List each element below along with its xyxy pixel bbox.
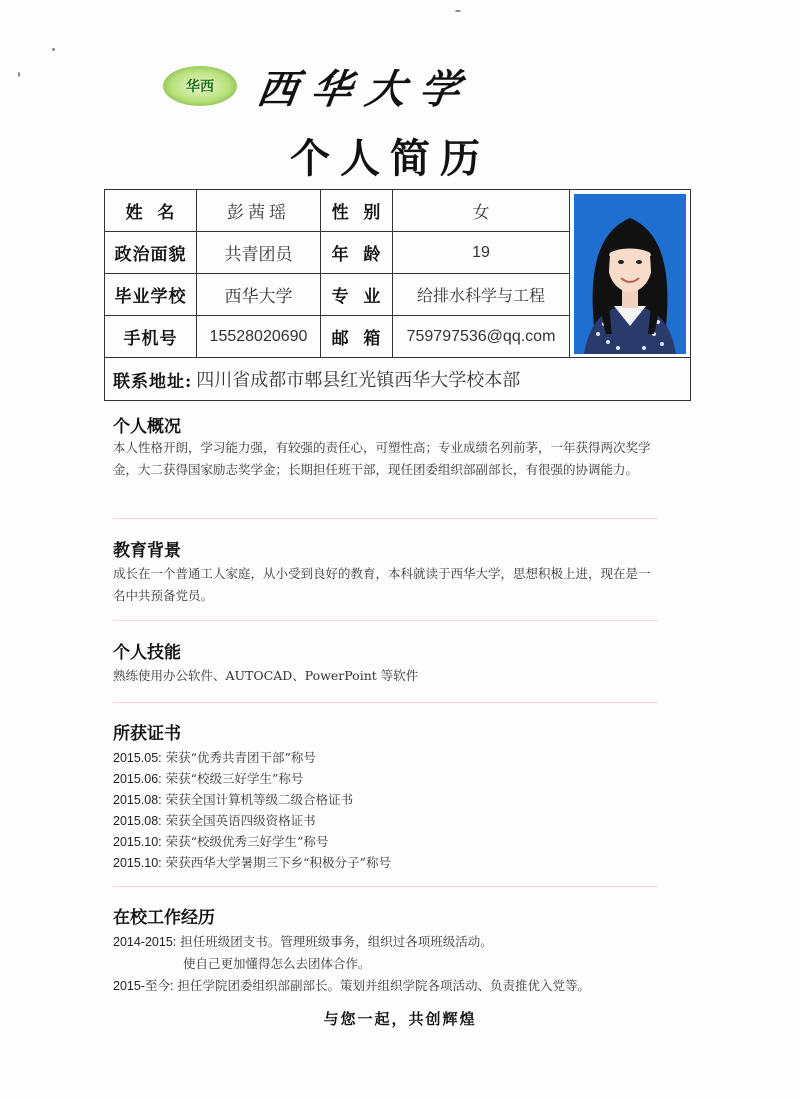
section-divider — [113, 620, 658, 621]
work-text-continued: 使自己更加懂得怎么去团体合作。 — [183, 956, 371, 971]
major-label: 专 业 — [321, 274, 393, 316]
certificate-date: 2015.08: — [113, 793, 162, 807]
overview-title: 个人概况 — [113, 417, 181, 437]
portrait-illustration — [574, 194, 686, 354]
politics-value: 共青团员 — [197, 232, 321, 274]
education-title: 教育背景 — [113, 541, 181, 561]
age-value: 19 — [393, 232, 570, 274]
school-label: 毕业学校 — [105, 274, 197, 316]
gender-label: 性 别 — [321, 190, 393, 232]
address-row — [105, 358, 690, 400]
list-item — [113, 852, 391, 873]
email-value: 759797536@qq.com — [393, 316, 570, 358]
certificate-date: 2015.10: — [113, 856, 162, 870]
certificate-date: 2015.10: — [113, 835, 162, 849]
education-text: 成长在一个普通工人家庭，从小受到良好的教育，本科就读于西华大学，思想积极上进，现在是一名中共预备党员。 — [113, 566, 651, 603]
work-date: 2015-至今: — [113, 979, 174, 993]
scan-speck — [455, 10, 461, 12]
school-value: 西华大学 — [197, 274, 321, 316]
name-label: 姓 名 — [105, 190, 197, 232]
politics-label: 政治面貌 — [105, 232, 197, 274]
certificate-text: 荣获“校级优秀三好学生”称号 — [165, 834, 329, 849]
certificate-text: 荣获“优秀共青团干部”称号 — [165, 750, 316, 765]
work-date: 2014-2015: — [113, 935, 177, 949]
list-item — [113, 975, 590, 997]
major-value: 给排水科学与工程 — [393, 274, 570, 316]
certificate-date: 2015.08: — [113, 814, 162, 828]
gender-value: 女 — [393, 190, 570, 232]
section-divider — [113, 518, 658, 519]
overview-text: 本人性格开朗，学习能力强，有较强的责任心，可塑性高；专业成绩名列前茅，一年获得两次奖学金，大二获得国家励志奖学金；长期担任班干部，现任团委组织部副部长，有很强的协调能力。 — [113, 440, 651, 477]
age-label: 年 龄 — [321, 232, 393, 274]
work-text: 担任班级团支书。管理班级事务，组织过各项班级活动。 — [180, 934, 493, 949]
skills-text: 熟练使用办公软件、AUTOCAD、PowerPoint 等软件 — [113, 668, 419, 683]
work-list — [113, 931, 590, 997]
certificate-date: 2015.06: — [113, 772, 162, 786]
list-item — [113, 810, 391, 831]
scan-speck — [18, 72, 20, 77]
certificate-text: 荣获全国计算机等级二级合格证书 — [165, 792, 354, 807]
page-title: 个人简历 — [290, 135, 490, 182]
address-value: 四川省成都市郫县红光镇西华大学校本部 — [196, 370, 521, 391]
certificate-text: 荣获“校级三好学生”称号 — [165, 771, 304, 786]
phone-value: 15528020690 — [197, 316, 321, 358]
university-logo — [163, 66, 237, 106]
list-item — [113, 768, 391, 789]
certificates-title: 所获证书 — [113, 724, 181, 744]
scan-speck — [52, 48, 55, 51]
personal-info-table — [104, 189, 691, 401]
footer-slogan: 与您一起，共创辉煌 — [323, 1010, 477, 1028]
certificates-list — [113, 747, 391, 873]
work-text: 担任学院团委组织部副部长。策划并组织学院各项活动、负责推优入党等。 — [177, 978, 590, 993]
work-title: 在校工作经历 — [113, 908, 215, 928]
photo-cell — [570, 190, 690, 358]
section-divider — [113, 886, 658, 887]
certificate-text: 荣获全国英语四级资格证书 — [165, 813, 316, 828]
logo-text: 华西 — [186, 79, 214, 95]
email-label: 邮 箱 — [321, 316, 393, 358]
name-value: 彭茜瑶 — [197, 190, 321, 232]
skills-title: 个人技能 — [113, 643, 181, 663]
section-divider — [113, 702, 658, 703]
profile-photo — [574, 194, 686, 354]
certificate-date: 2015.05: — [113, 751, 162, 765]
phone-label: 手机号 — [105, 316, 197, 358]
certificate-text: 荣获西华大学暑期三下乡“积极分子”称号 — [165, 855, 391, 870]
list-item — [113, 831, 391, 852]
list-item — [113, 747, 391, 768]
list-item — [113, 789, 391, 810]
list-item — [113, 931, 590, 953]
address-label: 联系地址: — [113, 371, 193, 392]
list-item-continuation — [113, 953, 590, 975]
university-name: 西华大学 — [254, 66, 477, 113]
